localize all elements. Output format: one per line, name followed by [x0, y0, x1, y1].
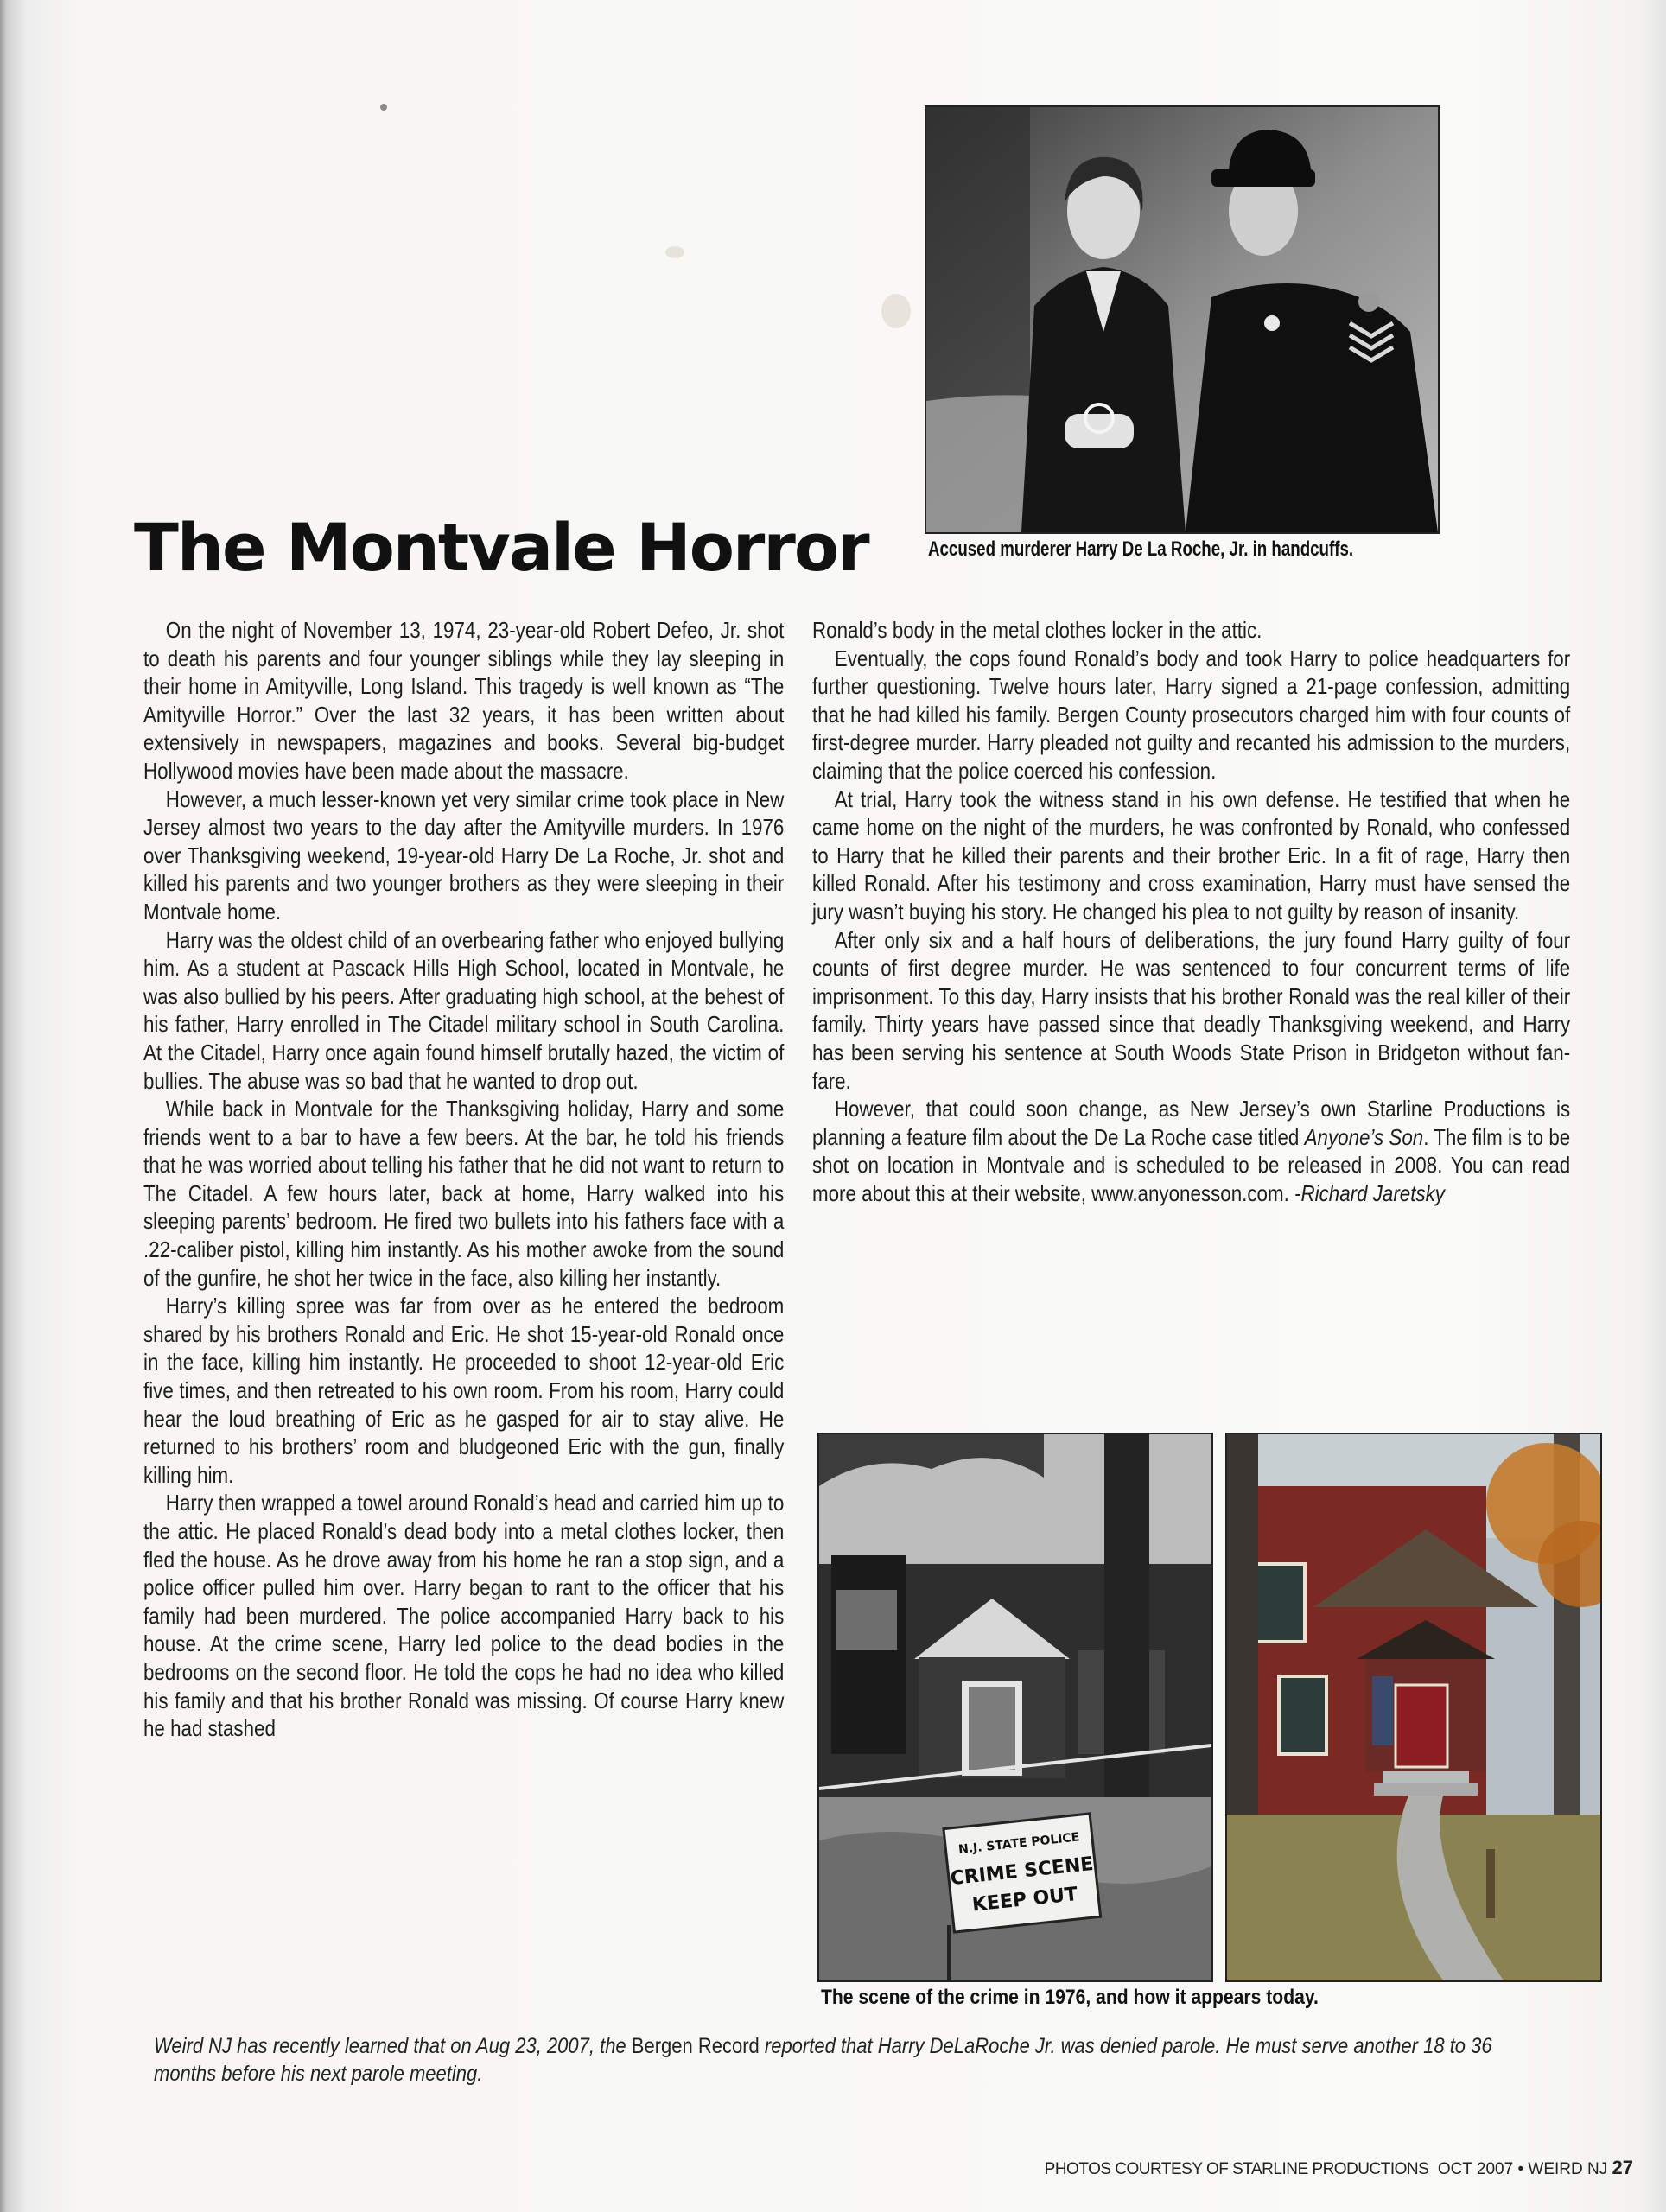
update-note-text: Weird NJ has recently learned that on Aug 23, 2007, the — [154, 2034, 632, 2058]
paragraph: Harry was the oldest child of an overbearing father who enjoyed bullying him. As a student at Pascack Hills High School, located in Montvale, he was also bullied by his peers. After graduating high school, at the behest of his father, Harry enrolled in The Citadel military school in South Carolina. At the Citadel, Harry once again found himself brutally hazed, the victim of bullies. The abuse was so bad that he wanted to drop out. — [143, 926, 785, 1094]
photo-house-today — [1225, 1433, 1602, 1982]
paragraph: While back in Montvale for the Thanksgiving holiday, Harry and some friends went to a bar to have a few beers. At the bar, he told his friends that he was worried about telling his father that he did not want to return to The Citadel. A few hours later, back at home, Harry walked into his sleeping parents’ bedroom. He fired two bullets into his fathers face with a .22-caliber pistol, killing him instantly. As his mother awoke from the sound of the gunfire, he shot her twice in the face, also killing her instantly. — [143, 1096, 785, 1291]
photo-accused-in-handcuffs — [925, 105, 1440, 534]
article-title: The Montvale Horror — [134, 509, 868, 586]
paragraph: Ronald’s body in the metal clothes locker in the attic. — [812, 617, 1262, 643]
page-number: 27 — [1612, 2157, 1633, 2178]
closing-text-cont: . The film is to be shot on location in Montvale and is scheduled to be released in 2008. You can read more about this at their website, www.anyonesson.com. — [812, 1123, 1571, 1206]
paragraph: Harry then wrapped a towel around Ronald’s head and carried him up to the attic. He placed Ronald’s dead body into a metal clothes locker, then fled the house. As he drove away from his home he ran a stop sign, and a police officer pulled him over. Harry began to rant to the officer that his family had been murdered. The police accompanied Harry back to his house. At the crime scene, Harry led police to the dead bodies in the bedrooms on the second floor. He told the cops he had no idea who killed his family and that his brother Ronald was missing. Of course Harry knew he had stashed — [143, 1490, 785, 1742]
byline: -Richard Jaretsky — [1294, 1179, 1445, 1206]
update-note-text-cont: reported that Harry DeLaRoche Jr. was denied parole. He must serve another 18 to 36 months before his next parole meeting. — [154, 2034, 1492, 2086]
magazine-name: WEIRD NJ — [1528, 2160, 1608, 2178]
paragraph: Harry’s killing spree was far from over as he entered the bedroom shared by his brothers Ronald and Eric. He shot 15-year-old Ronald once in the face, killing him instantly. He proceeded to shoot 12-year-old Eric five times, and then retreated to his own room. From his room, Harry could hear the loud breathing of Eric as he gasped for air to stay alive. He returned to his brothers’ room and bludgeoned Eric with the gun, finally killing him. — [143, 1293, 785, 1488]
closing-text: However, that could soon change, as New Jersey’s own Starline Productions is planning a feature film about the De La Roche case titled — [812, 1096, 1571, 1150]
sign-line-2: CRIME SCENE — [949, 1853, 1095, 1891]
photo-crime-scene-1976 — [817, 1433, 1213, 1982]
closing-paragraph — [812, 1095, 1570, 1207]
print-speck — [380, 104, 387, 111]
sign-line-3: KEEP OUT — [970, 1883, 1079, 1916]
print-speck — [881, 294, 911, 328]
film-title: Anyone’s Son — [1304, 1123, 1424, 1150]
print-speck — [665, 246, 684, 258]
issue-date: OCT 2007 — [1437, 2160, 1514, 2178]
top-photo-caption: Accused murderer Harry De La Roche, Jr. in handcuffs. — [928, 537, 1354, 561]
paragraph: Eventually, the cops found Ronald’s body and took Harry to police headquarters for further questioning. Twelve hours later, Harry signed a 21-page confession, admitting that he had killed his family. Bergen County prosecutors charged him with four counts of first-degree murder. Harry pleaded not guilty and recanted his admission to the murders, claiming that the police coerced his confession. — [812, 645, 1571, 784]
footer-separator: • — [1517, 2160, 1524, 2178]
article-left-column — [143, 616, 784, 1743]
paragraph: On the night of November 13, 1974, 23-year-old Robert Defeo, Jr. shot to death his parents and four younger siblings while they lay sleeping in their home in Amityville, Long Island. This tragedy is well known as “The Amityville Horror.” Over the last 32 years, it has been written about extensively in newspapers, magazines and books. Several big-budget Hollywood movies have been made about the massacre. — [143, 617, 785, 784]
paragraph: However, a much lesser-known yet very similar crime took place in New Jersey almost two years to the day after the Amityville murders. In 1976 over Thanksgiving weekend, 19-year-old Harry De La Roche, Jr. shot and killed his parents and two younger brothers as they were sleeping in their Montvale home. — [143, 785, 785, 925]
bottom-photo-caption: The scene of the crime in 1976, and how it appears today. — [821, 1986, 1319, 2009]
crime-scene-sign — [944, 1814, 1101, 1932]
sign-line-1: N.J. STATE POLICE — [957, 1830, 1081, 1857]
photo-credit: PHOTOS COURTESY OF STARLINE PRODUCTIONS — [1044, 2160, 1429, 2178]
page-footer — [1045, 2157, 1633, 2179]
paragraph: At trial, Harry took the witness stand in his own defense. He testified that when he came home on the night of the murders, he was confronted by Ronald, who confessed to Harry that he killed their parents and their brother Eric. In a fit of rage, Harry then killed Ronald. After his testimony and cross examination, Harry must have sensed the jury wasn’t buying his story. He changed his plea to not guilty by reason of insanity. — [812, 785, 1571, 925]
publication-name: Bergen Record — [631, 2034, 760, 2058]
article-right-column — [812, 616, 1570, 1207]
paragraph: After only six and a half hours of deliberations, the jury found Harry guilty of four counts of first degree murder. He was sentenced to four concurrent terms of life imprisonment. To this day, Harry insists that his brother Ronald was the real killer of their family. Thirty years have passed since that deadly Thanksgiving weekend, and Harry has been serving his sentence at South Woods State Prison in Bridgeton without fanfare. — [812, 926, 1571, 1094]
update-note — [154, 2032, 1492, 2088]
